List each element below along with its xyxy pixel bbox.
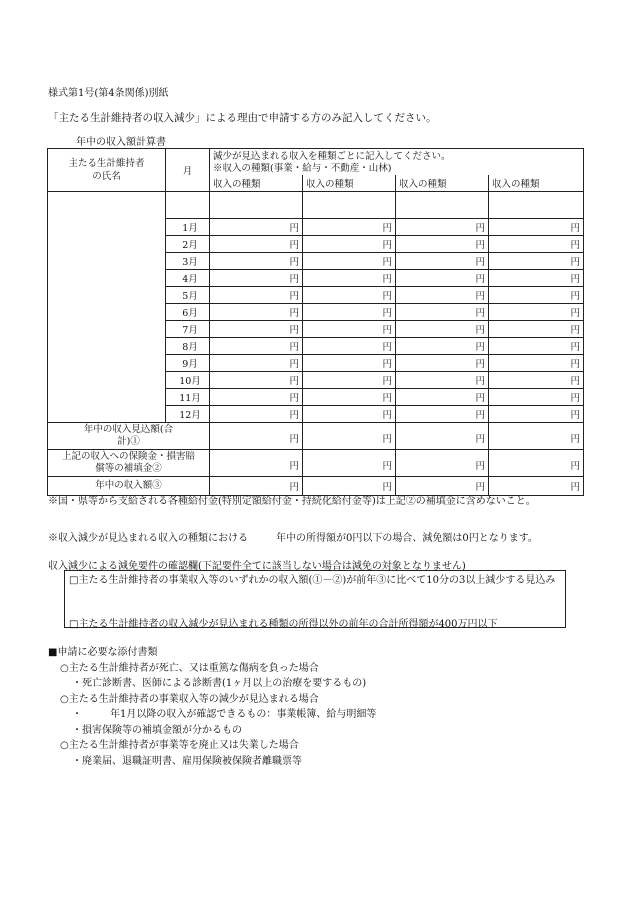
amount-cell[interactable]: 円 bbox=[396, 219, 489, 236]
income-kind-input[interactable] bbox=[303, 192, 396, 219]
amount-cell[interactable]: 円 bbox=[210, 287, 303, 304]
amount-cell[interactable]: 円 bbox=[210, 389, 303, 406]
amount-cell[interactable]: 円 bbox=[210, 236, 303, 253]
requirements-checklist bbox=[64, 570, 566, 628]
amount-cell[interactable]: 円 bbox=[489, 287, 584, 304]
month-label: 10月 bbox=[166, 372, 210, 389]
amount-cell[interactable]: 円 bbox=[396, 450, 489, 477]
month-label: 6月 bbox=[166, 304, 210, 321]
amount-cell[interactable]: 円 bbox=[489, 304, 584, 321]
amount-cell[interactable]: 円 bbox=[210, 270, 303, 287]
summary-row-annual bbox=[48, 477, 584, 496]
income-kind-header: 収入の種類 bbox=[210, 175, 303, 192]
income-kind-input[interactable] bbox=[489, 192, 584, 219]
amount-cell[interactable]: 円 bbox=[303, 253, 396, 270]
case-income-decrease-doc-2: ・損害保険等の補填金額が分かるもの bbox=[72, 724, 242, 736]
amount-cell[interactable]: 円 bbox=[210, 321, 303, 338]
income-kind-input[interactable] bbox=[396, 192, 489, 219]
income-kind-instructions: 減少が見込まれる収入を種類ごとに記入してください。 ※収入の種類(事業・給与・不動産・山林) bbox=[210, 149, 584, 176]
month-header: 月 bbox=[166, 149, 210, 192]
amount-cell[interactable]: 円 bbox=[303, 372, 396, 389]
month-label: 5月 bbox=[166, 287, 210, 304]
requirement-checkbox-2[interactable]: □主たる生計維持者の収入減少が見込まれる種類の所得以外の前年の合計所得額が400万円以下 bbox=[69, 619, 498, 630]
annual-income-label: 年中の収入額③ bbox=[48, 477, 210, 496]
amount-cell[interactable]: 円 bbox=[210, 338, 303, 355]
month-label: 2月 bbox=[166, 236, 210, 253]
amount-cell[interactable]: 円 bbox=[396, 477, 489, 496]
name-header: 主たる生計維持者 の氏名 bbox=[48, 149, 166, 192]
amount-cell[interactable]: 円 bbox=[489, 423, 584, 450]
income-kind-header: 収入の種類 bbox=[303, 175, 396, 192]
grant-exclusion-note: ※国・県等から支給される各種給付金(特別定額給付金・持続化給付金等)は上記②の補填金に含めないこと。 bbox=[48, 496, 536, 507]
amount-cell[interactable]: 円 bbox=[303, 270, 396, 287]
amount-cell[interactable]: 円 bbox=[303, 219, 396, 236]
summary-row-compensation bbox=[48, 450, 584, 477]
month-label: 3月 bbox=[166, 253, 210, 270]
form-number: 様式第1号(第4条関係)別紙 bbox=[48, 88, 169, 99]
case-business-closure-doc: ・廃業届、退職証明書、雇用保険被保険者離職票等 bbox=[72, 755, 302, 767]
name-cell[interactable] bbox=[48, 192, 166, 423]
amount-cell[interactable]: 円 bbox=[489, 321, 584, 338]
amount-cell[interactable]: 円 bbox=[489, 372, 584, 389]
amount-cell[interactable]: 円 bbox=[396, 372, 489, 389]
amount-cell[interactable]: 円 bbox=[396, 389, 489, 406]
amount-cell[interactable]: 円 bbox=[396, 406, 489, 423]
amount-cell[interactable]: 円 bbox=[396, 338, 489, 355]
amount-cell[interactable]: 円 bbox=[210, 355, 303, 372]
amount-cell[interactable]: 円 bbox=[210, 406, 303, 423]
required-documents bbox=[48, 645, 376, 769]
amount-cell[interactable]: 円 bbox=[210, 423, 303, 450]
amount-cell[interactable]: 円 bbox=[489, 450, 584, 477]
case-income-decrease: ○主たる生計維持者の事業収入等の減少が見込まれる場合 bbox=[60, 693, 319, 705]
projected-income-label: 年中の収入見込額(合 計)① bbox=[48, 423, 210, 450]
amount-cell[interactable]: 円 bbox=[396, 287, 489, 304]
amount-cell[interactable]: 円 bbox=[396, 355, 489, 372]
amount-cell[interactable]: 円 bbox=[396, 236, 489, 253]
amount-cell[interactable]: 円 bbox=[303, 450, 396, 477]
amount-cell[interactable]: 円 bbox=[489, 477, 584, 496]
amount-cell[interactable]: 円 bbox=[489, 389, 584, 406]
amount-cell[interactable]: 円 bbox=[489, 270, 584, 287]
amount-cell[interactable]: 円 bbox=[303, 321, 396, 338]
amount-cell[interactable]: 円 bbox=[303, 287, 396, 304]
blank-cell bbox=[166, 192, 210, 219]
month-label: 7月 bbox=[166, 321, 210, 338]
amount-cell[interactable]: 円 bbox=[303, 389, 396, 406]
amount-cell[interactable]: 円 bbox=[303, 355, 396, 372]
blank-kind-input-row bbox=[48, 192, 584, 219]
amount-cell[interactable]: 円 bbox=[210, 219, 303, 236]
case-income-decrease-doc-1: ・ 年1月以降の収入が確認できるもの：事業帳簿、給与明細等 bbox=[72, 709, 377, 720]
summary-row-projected bbox=[48, 423, 584, 450]
income-calculation-table bbox=[47, 148, 584, 496]
amount-cell[interactable]: 円 bbox=[210, 477, 303, 496]
case-death-illness-doc: ・死亡診断書、医師による診断書(1ヶ月以上の治療を要するもの) bbox=[72, 678, 367, 689]
documents-title: ■申請に必要な添付書類 bbox=[48, 647, 158, 658]
requirement-checkbox-1[interactable]: □主たる生計維持者の事業収入等のいずれかの収入額(①－②)が前年③に比べて10分の3以上減少する見込み bbox=[69, 575, 556, 586]
month-label: 12月 bbox=[166, 406, 210, 423]
case-business-closure: ○主たる生計維持者が事業等を廃止又は失業した場合 bbox=[60, 740, 299, 751]
amount-cell[interactable]: 円 bbox=[489, 355, 584, 372]
instruction-notice: 「主たる生計維持者の収入減少」による理由で申請する方のみ記入してください。 bbox=[48, 112, 437, 124]
month-label: 11月 bbox=[166, 389, 210, 406]
amount-cell[interactable]: 円 bbox=[489, 338, 584, 355]
amount-cell[interactable]: 円 bbox=[303, 338, 396, 355]
amount-cell[interactable]: 円 bbox=[303, 304, 396, 321]
amount-cell[interactable]: 円 bbox=[489, 253, 584, 270]
income-kind-input[interactable] bbox=[210, 192, 303, 219]
amount-cell[interactable]: 円 bbox=[396, 304, 489, 321]
amount-cell[interactable]: 円 bbox=[396, 270, 489, 287]
month-label: 9月 bbox=[166, 355, 210, 372]
amount-cell[interactable]: 円 bbox=[396, 423, 489, 450]
amount-cell[interactable]: 円 bbox=[210, 372, 303, 389]
amount-cell[interactable]: 円 bbox=[210, 253, 303, 270]
month-label: 8月 bbox=[166, 338, 210, 355]
amount-cell[interactable]: 円 bbox=[396, 321, 489, 338]
amount-cell[interactable]: 円 bbox=[303, 406, 396, 423]
amount-cell[interactable]: 円 bbox=[489, 406, 584, 423]
amount-cell[interactable]: 円 bbox=[303, 477, 396, 496]
amount-cell[interactable]: 円 bbox=[396, 253, 489, 270]
amount-cell[interactable]: 円 bbox=[210, 304, 303, 321]
income-kind-header: 収入の種類 bbox=[396, 175, 489, 192]
requirements-title: 収入減少による減免要件の確認欄(下記要件全てに該当しない場合は減免の対象となりません) bbox=[48, 561, 466, 572]
compensation-label: 上記の収入への保険金・損害賠 償等の補填金② bbox=[48, 450, 210, 477]
amount-cell[interactable]: 円 bbox=[303, 423, 396, 450]
amount-cell[interactable]: 円 bbox=[303, 236, 396, 253]
case-death-illness: ○主たる生計維持者が死亡、又は重篤な傷病を負った場合 bbox=[60, 662, 319, 674]
income-kind-header: 収入の種類 bbox=[489, 175, 584, 192]
amount-cell[interactable]: 円 bbox=[489, 236, 584, 253]
month-label: 1月 bbox=[166, 219, 210, 236]
zero-income-note: ※収入減少が見込まれる収入の種類における 年中の所得額が0円以下の場合、減免額は0円となります。 bbox=[48, 533, 538, 544]
table-title: 年中の収入額計算書 bbox=[76, 137, 166, 148]
month-label: 4月 bbox=[166, 270, 210, 287]
amount-cell[interactable]: 円 bbox=[489, 219, 584, 236]
amount-cell[interactable]: 円 bbox=[210, 450, 303, 477]
